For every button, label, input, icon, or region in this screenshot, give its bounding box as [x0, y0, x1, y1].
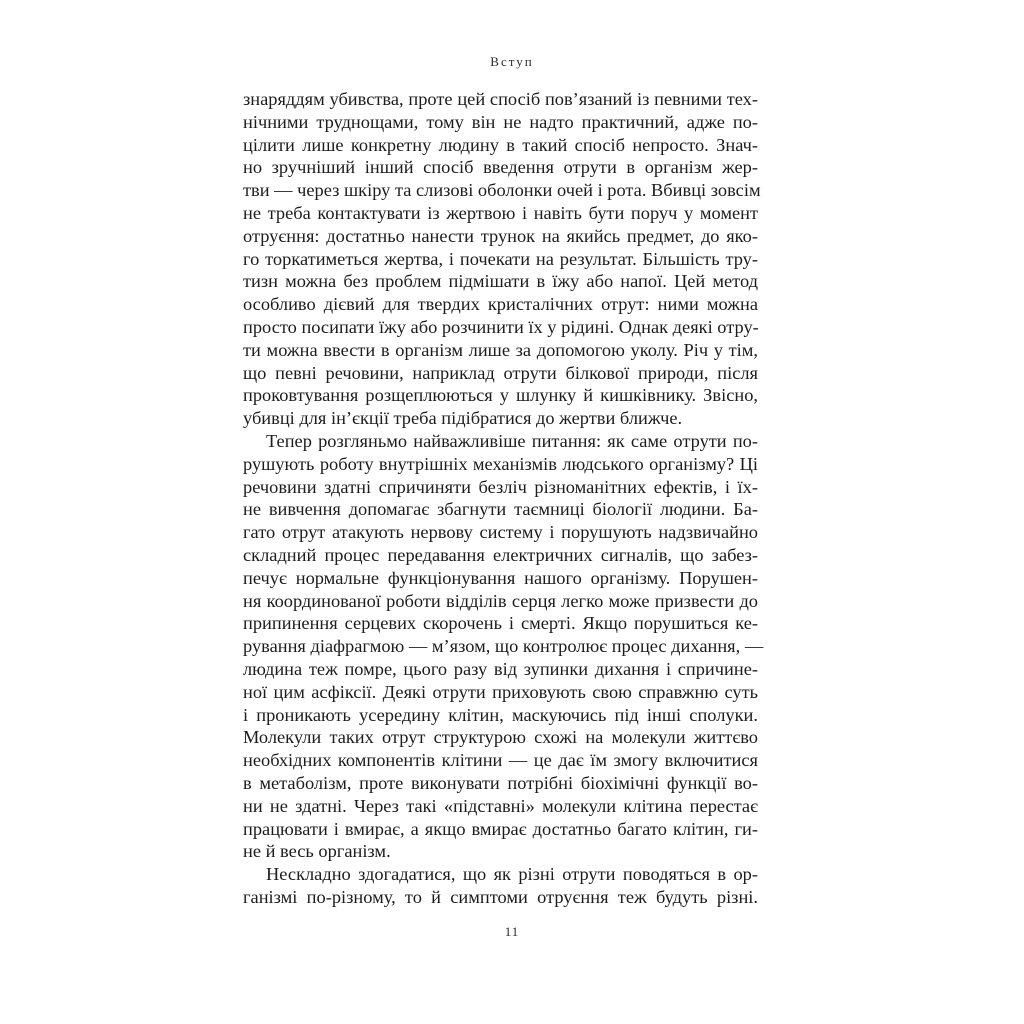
text-line: що певні речовини, наприклад отрути білкової природи, після [243, 362, 758, 383]
text-line: ни не здатні. Через такі «підставні» молекули клітина перестає [243, 795, 758, 816]
text-line: тизн можна без проблем підмішати в їжу або напої. Цей метод [243, 271, 758, 292]
running-head: Вступ [490, 54, 534, 69]
text-line: і проникають усередину клітин, маскуючись під інші сполуки. [243, 704, 758, 725]
paragraph-1 [243, 88, 761, 430]
text-line: особливо дієвий для твердих кристалічних отрут: ними можна [243, 294, 758, 315]
text-line: ної цим асфіксії. Деякі отрути приховують свою справжню суть [243, 681, 758, 702]
text-line: цілити лише конкретну людину в такий спосіб непросто. Знач- [243, 134, 758, 155]
text-line: знаряддям убивства, проте цей спосіб пов’язаний із певними тех- [243, 89, 758, 109]
text-line: тви — через шкіру та слизові оболонки очей і рота. Вбивці зовсім [243, 180, 761, 201]
paragraph-3 [243, 863, 758, 909]
text-line: убивці для ін’єкції треба підібратися до жертви ближче. [243, 408, 683, 429]
text-line: не й весь організм. [243, 841, 391, 862]
text-line: складний процес передавання електричних сигналів, що забез- [243, 544, 758, 565]
page-number: 11 [504, 924, 520, 939]
text-line: не треба контактувати із жертвою і навіть бути поруч у момент [243, 202, 758, 223]
text-line: ня координованої роботи відділів серця легко може призвести до [243, 590, 758, 611]
text-line: працювати і вмирає, а якщо вмирає достатньо багато клітин, ги- [243, 818, 758, 839]
text-line: Нескладно здогадатися, що як різні отрути поводяться в ор- [266, 864, 758, 885]
text-line: речовини здатні спричиняти безліч різноманітних ефектів, і їх- [243, 476, 758, 497]
text-line: ти можна ввести в організм лише за допомогою уколу. Річ у тім, [243, 339, 758, 360]
body-text [243, 88, 764, 909]
text-line: отруєння: достатньо нанести трунок на якийсь предмет, до яко- [243, 225, 758, 246]
text-line: не вивчення допомагає збагнути таємниці біології людини. Ба- [243, 499, 758, 520]
text-line: ганізмі по-різному, то й симптоми отруєння теж будуть різні. [243, 886, 758, 907]
text-line: людина теж помре, цього разу від зупинки дихання і спричине- [243, 658, 758, 679]
text-line: но зручніший інший спосіб введення отрути в організм жер- [243, 157, 758, 178]
text-line: просто посипати їжу або розчинити їх у рідині. Однак деякі отру- [243, 316, 759, 337]
text-line: го торкатиметься жертва, і почекати на результат. Більшість тру- [243, 248, 758, 269]
text-line: нічними труднощами, тому він не надто практичний, адже по- [243, 111, 758, 132]
text-line: рування діафрагмою — м’язом, що контролює процес дихання, — [243, 636, 764, 657]
text-line: в метаболізм, проте виконувати потрібні біохімічні функції во- [243, 772, 758, 793]
text-line: необхідних компонентів клітини — це дає їм змогу включитися [243, 750, 758, 771]
text-line: рушують роботу внутрішніх механізмів людського організму? Ці [243, 453, 758, 474]
text-line: гато отрут атакують нервову систему і порушують надзвичайно [243, 522, 758, 543]
text-line: припинення серцевих скорочень і смерті. Якщо порушиться ке- [243, 613, 758, 634]
text-line: Молекули таких отрут структурою схожі на молекули життєво [243, 727, 758, 748]
text-line: проковтування розщеплюються у шлунку й кишківнику. Звісно, [243, 385, 758, 406]
paragraph-2 [243, 430, 764, 863]
text-line: Тепер розгляньмо найважливіше питання: як саме отрути по- [266, 430, 758, 451]
text-line: печує нормальне функціонування нашого організму. Порушен- [243, 567, 758, 588]
